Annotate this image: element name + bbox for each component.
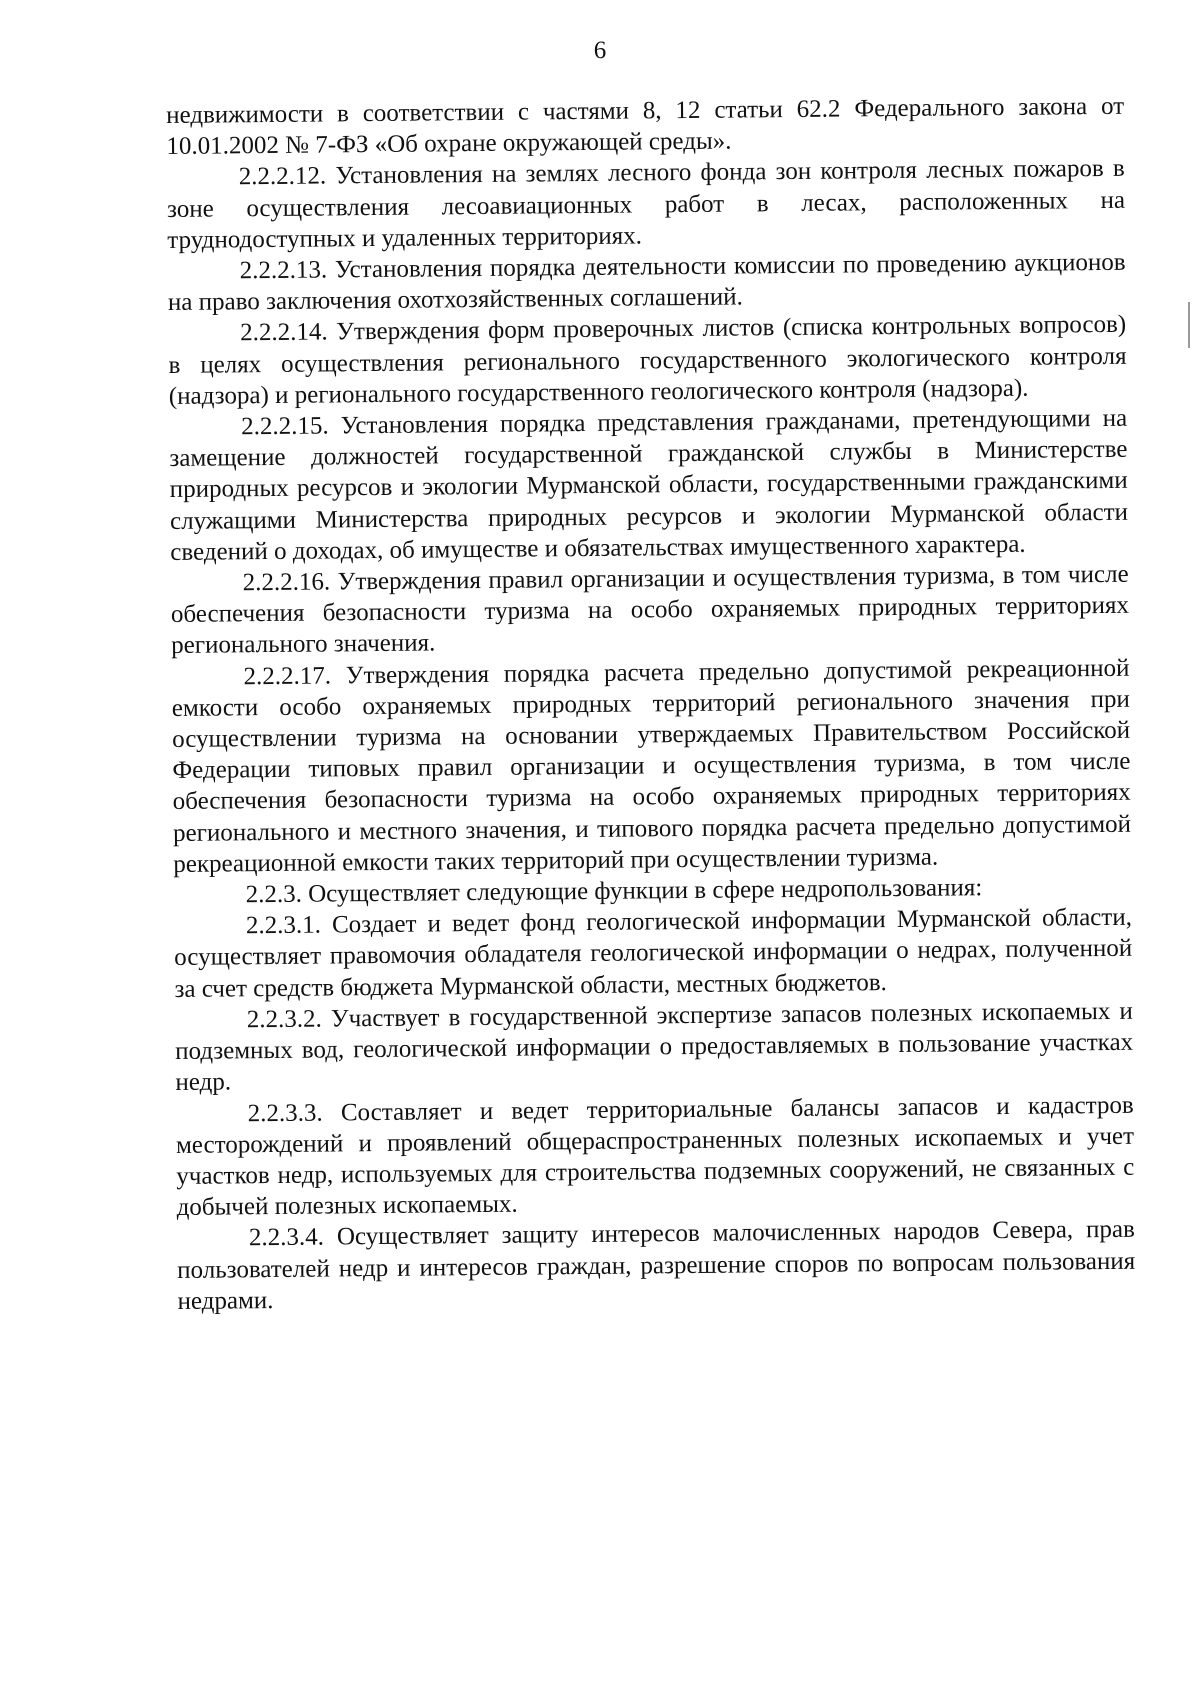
paragraph-2-2-2-15: 2.2.2.15. Установления порядка представления гражданами, претендующими на замещение должностей государственной гражданской службы в Министерстве природных ресурсов и экологии Мурманской области, государственными гражданскими служащими Министерства природных ресурсов и экологии Мурманской области сведений о доходах, об имуществе и обязательствах имущественного характера. xyxy=(169,404,1129,566)
paragraph-2-2-3-1: 2.2.3.1. Создает и ведет фонд геологической информации Мурманской области, осуществляет правомочия обладателя геологической информации о недрах, полученной за счет средств бюджета Мурманской области, местных бюджетов. xyxy=(174,904,1133,1003)
document-body xyxy=(166,91,1136,1317)
page-number: 6 xyxy=(593,37,607,64)
paragraph-continuation: недвижимости в соответствии с частями 8, 12 статьи 62.2 Федерального закона от 10.01.2002 № 7-ФЗ «Об охране окружающей среды». xyxy=(166,92,1125,161)
paragraph-2-2-3-3: 2.2.3.3. Составляет и ведет территориальные балансы запасов и кадастров месторождений и проявлений общераспространенных полезных ископаемых и учет участков недр, используемых для строительства подземных сооружений, не связанных с добычей полезных ископаемых. xyxy=(175,1091,1135,1222)
paragraph-2-2-3-4: 2.2.3.4. Осуществляет защиту интересов малочисленных народов Севера, прав пользователей недр и интересов граждан, разрешение споров по вопросам пользования недрами. xyxy=(177,1216,1136,1315)
scan-edge-mark xyxy=(1188,302,1190,348)
paragraph-2-2-2-14: 2.2.2.14. Утверждения форм проверочных листов (списка контрольных вопросов) в целях осуществления регионального государственного экологического контроля (надзора) и регионального государственного геологического контроля (надзора). xyxy=(168,311,1127,410)
paragraph-2-2-2-16: 2.2.2.16. Утверждения правил организации и осуществления туризма, в том числе обеспечения безопасности туризма на особо охраняемых природных территориях регионального значения. xyxy=(170,560,1130,660)
paragraph-2-2-3-2: 2.2.3.2. Участвует в государственной экспертизе запасов полезных ископаемых и подземных вод, геологической информации о предоставляемых в пользование участках недр. xyxy=(175,997,1134,1097)
paragraph-2-2-2-12: 2.2.2.12. Установления на землях лесного фонда зон контроля лесных пожаров в зоне осуществления лесоавиационных работ в лесах, расположенных на труднодоступных и удаленных территориях. xyxy=(166,155,1126,254)
paragraph-2-2-3: 2.2.3. Осуществляет следующие функции в сфере недропользования: xyxy=(245,874,983,909)
paragraph-2-2-2-17: 2.2.2.17. Утверждения порядка расчета предельно допустимой рекреационной емкости особо охраняемых природных территорий регионального значения при осуществлении туризма на основании утверждаемых Правительством Российской Федерации типовых правил организации и осуществления туризма, в том числе обеспечения безопасности туризма на особо охраняемых природных территориях регионального и местного значения, и типового порядка расчета предельно допустимой рекреационной емкости таких территорий при осуществлении туризма. xyxy=(171,654,1132,878)
paragraph-2-2-2-13: 2.2.2.13. Установления порядка деятельности комиссии по проведению аукционов на право заключения охотхозяйственных соглашений. xyxy=(167,248,1126,317)
